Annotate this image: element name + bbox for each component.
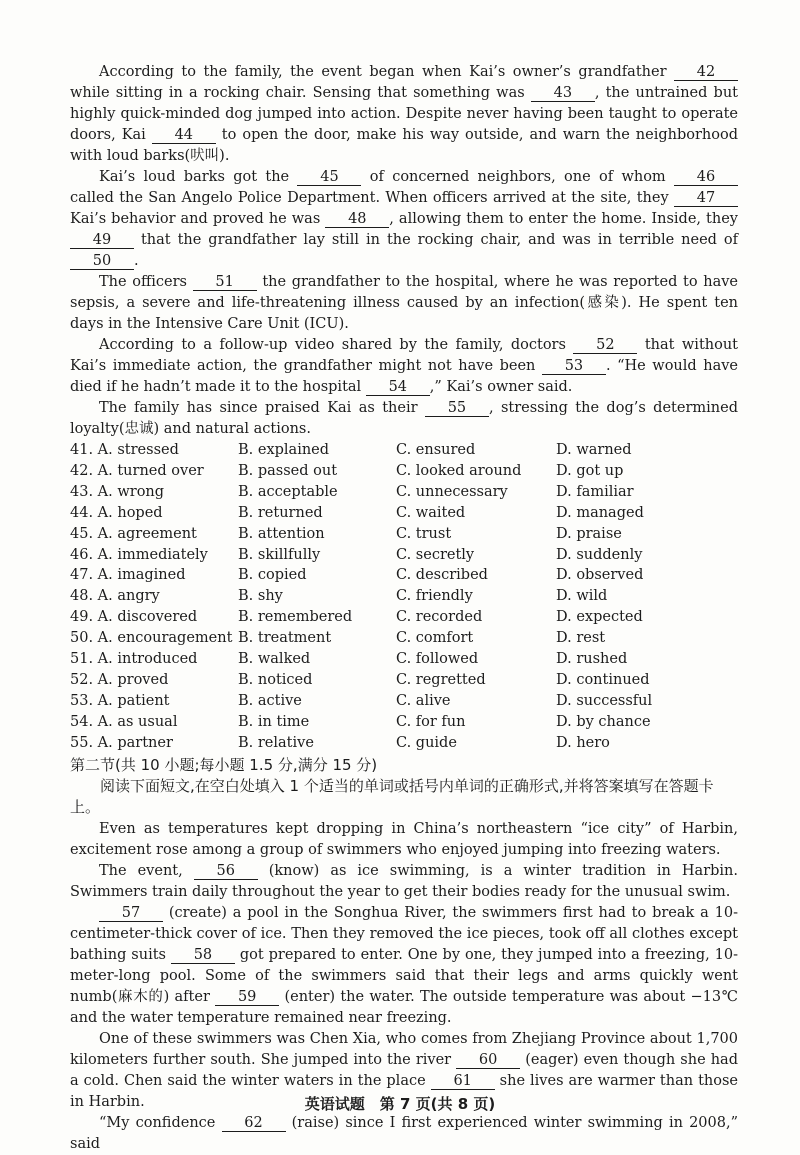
option-d: D. wild [556, 588, 608, 605]
option-row [70, 670, 738, 691]
option-a: 46. A. immediately [70, 546, 208, 563]
blank-43: 43 [531, 85, 595, 102]
answer-options [70, 440, 738, 754]
blank-56: 56 [194, 863, 258, 880]
option-d: D. familiar [556, 483, 634, 500]
option-b: B. in time [238, 713, 310, 730]
option-c: C. alive [396, 692, 451, 709]
option-a: 53. A. patient [70, 692, 170, 709]
text: got prepared to enter. One by one, they jumped into a freezing, 10-meter-long pool. Some of the swimmers said that their legs and arms quickly went numb(麻木的) after [70, 946, 738, 1005]
option-b: B. passed out [238, 462, 338, 479]
option-b: B. returned [238, 504, 323, 521]
blank-61: 61 [431, 1073, 495, 1090]
option-a: 45. A. agreement [70, 525, 197, 542]
blank-44: 44 [152, 127, 216, 144]
passage-paragraph-4 [70, 335, 738, 398]
blank-42: 42 [674, 64, 738, 81]
blank-57: 57 [99, 905, 163, 922]
option-b: B. treatment [238, 630, 332, 647]
option-d: D. got up [556, 462, 624, 479]
option-c: C. for fun [396, 713, 466, 730]
blank-53: 53 [542, 358, 606, 375]
text: of concerned neighbors, one of whom [361, 169, 674, 185]
blank-47: 47 [674, 190, 738, 207]
option-b: B. copied [238, 567, 307, 584]
option-b: B. relative [238, 734, 314, 751]
option-row [70, 586, 738, 607]
blank-45: 45 [297, 169, 361, 186]
text: she lives are warmer than those in Harbin. [70, 1072, 738, 1110]
text: According to the family, the event began when Kai’s owner’s grandfather [99, 64, 674, 80]
option-c: C. comfort [396, 630, 474, 647]
option-d: D. praise [556, 525, 622, 542]
blank-60: 60 [456, 1052, 520, 1069]
option-row [70, 628, 738, 649]
option-a: 48. A. angry [70, 588, 160, 605]
option-b: B. skillfully [238, 546, 321, 563]
option-b: B. explained [238, 442, 330, 458]
text: called the San Angelo Police Department. When officers arrived at the site, they [70, 190, 674, 206]
option-d: D. managed [556, 504, 644, 521]
option-c: C. friendly [396, 588, 473, 605]
blank-50: 50 [70, 253, 134, 270]
blank-54: 54 [366, 379, 430, 396]
passage-paragraph-3 [70, 272, 738, 335]
section-instruction: 阅读下面短文,在空白处填入 1 个适当的单词或括号内单词的正确形式,并将答案填写在答题卡上。 [70, 776, 714, 817]
text: that without Kai’s immediate action, the grandfather might not have been [70, 337, 738, 374]
option-row [70, 545, 738, 566]
option-a: 54. A. as usual [70, 713, 178, 730]
option-c: C. waited [396, 504, 466, 521]
option-c: C. described [396, 567, 488, 584]
passage-paragraph-2 [70, 167, 738, 272]
option-c: C. unnecessary [396, 483, 508, 500]
text: Kai’s behavior and proved he was [70, 211, 326, 227]
option-d: D. rushed [556, 651, 628, 668]
text: , stressing the dog’s determined loyalty(忠诚) and natural actions. [70, 400, 738, 437]
text: to open the door, make his way outside, and warn the neighborhood with loud barks(吠叫). [70, 127, 738, 164]
blank-46: 46 [674, 169, 738, 186]
text: while sitting in a rocking chair. Sensing that something was [70, 85, 531, 101]
text: “My confidence [99, 1114, 222, 1131]
text: The event, [99, 862, 194, 879]
option-a: 55. A. partner [70, 734, 173, 751]
option-d: D. continued [556, 671, 650, 688]
option-c: C. ensured [396, 442, 476, 458]
option-c: C. guide [396, 734, 457, 751]
option-c: C. looked around [396, 462, 522, 479]
option-row [70, 461, 738, 482]
option-row [70, 482, 738, 503]
text: the grandfather to the hospital, where he was reported to have sepsis, a severe and life-threatening illness caused by an infection(感染). He spent ten days in the Intensive Care Unit (ICU). [70, 274, 738, 332]
blank-55: 55 [425, 400, 489, 417]
option-row [70, 712, 738, 733]
text: , allowing them to enter the home. Inside, they [389, 211, 738, 227]
text: The officers [99, 274, 193, 290]
section-heading: 第二节(共 10 小题;每小题 1.5 分,满分 15 分) [70, 755, 378, 774]
page-footer: 英语试题 第 7 页(共 8 页) [304, 1095, 496, 1113]
text: The family has since praised Kai as their [99, 400, 425, 416]
option-a: 44. A. hoped [70, 504, 163, 521]
option-b: B. acceptable [238, 483, 338, 500]
blank-51: 51 [193, 274, 257, 291]
blank-52: 52 [573, 337, 637, 354]
blank-49: 49 [70, 232, 134, 249]
option-d: D. warned [556, 442, 632, 458]
text: According to a follow-up video shared by the family, doctors [99, 337, 574, 353]
option-a: 51. A. introduced [70, 651, 198, 668]
option-c: C. followed [396, 651, 479, 668]
option-a: 47. A. imagined [70, 567, 186, 584]
option-b: B. active [238, 692, 302, 709]
text: (raise) since I first experienced winter swimming in 2008,” said [70, 1114, 738, 1152]
option-row [70, 565, 738, 586]
text: , the untrained but highly quick-minded dog jumped into action. Despite never having been taught to operate doors, Kai [70, 85, 738, 143]
option-row [70, 440, 738, 461]
option-c: C. recorded [396, 609, 483, 626]
blank-62: 62 [222, 1115, 286, 1132]
option-c: C. trust [396, 525, 452, 542]
option-b: B. remembered [238, 609, 353, 626]
option-b: B. noticed [238, 671, 313, 688]
passage2-paragraph-3 [70, 903, 738, 1029]
text: . [134, 253, 139, 269]
option-row [70, 607, 738, 628]
text: Kai’s loud barks got the [99, 169, 298, 185]
text: (enter) the water. The outside temperature was about −13℃ and the water temperature remained near freezing. [70, 988, 739, 1026]
text: ,” Kai’s owner said. [429, 379, 573, 395]
text: . “He would have died if he hadn’t made it to the hospital [70, 358, 739, 395]
option-b: B. shy [238, 588, 283, 605]
option-a: 52. A. proved [70, 671, 169, 688]
option-a: 50. A. encouragement [70, 630, 233, 647]
blank-58: 58 [171, 947, 235, 964]
option-b: B. walked [238, 651, 311, 668]
option-b: B. attention [238, 525, 325, 542]
option-d: D. successful [556, 692, 653, 709]
option-d: D. by chance [556, 713, 651, 730]
passage2-paragraph-5 [70, 1113, 738, 1155]
passage-paragraph-1 [70, 62, 738, 167]
text: that the grandfather lay still in the rocking chair, and was in terrible need of [134, 232, 738, 248]
option-d: D. rest [556, 630, 606, 647]
text: (create) a pool in the Songhua River, the swimmers first had to break a 10-centimeter-thick cover of ice. Then they removed the ice pieces, took off all clothes except bathing suits [70, 904, 738, 963]
option-a: 49. A. discovered [70, 609, 198, 626]
option-c: C. regretted [396, 671, 486, 688]
option-row [70, 524, 738, 545]
option-d: D. observed [556, 567, 644, 584]
blank-48: 48 [325, 211, 389, 228]
passage2-paragraph-1: Even as temperatures kept dropping in China’s northeastern “ice city” of Harbin, excitement rose among a group of swimmers who enjoyed jumping into freezing waters. [70, 820, 738, 858]
option-d: D. hero [556, 734, 610, 751]
option-row [70, 691, 738, 712]
option-a: 41. A. stressed [70, 442, 179, 458]
blank-59: 59 [215, 989, 279, 1006]
option-a: 42. A. turned over [70, 462, 204, 479]
option-row [70, 503, 738, 524]
option-c: C. secretly [396, 546, 475, 563]
text: One of these swimmers was Chen Xia, who comes from Zhejiang Province about 1,700 kilometers further south. She jumped into the river [70, 1030, 738, 1068]
passage-paragraph-5 [70, 398, 738, 440]
passage2-paragraph-2 [70, 861, 738, 903]
option-d: D. suddenly [556, 546, 643, 563]
option-row [70, 733, 738, 754]
cloze-passage [70, 62, 738, 440]
option-row [70, 649, 738, 670]
option-d: D. expected [556, 609, 643, 626]
text: (know) as ice swimming, is a winter tradition in Harbin. Swimmers train daily throughout the year to get their bodies ready for the unusual swim. [70, 862, 738, 900]
text: (eager) even though she had a cold. Chen said the winter waters in the place [70, 1051, 738, 1089]
option-a: 43. A. wrong [70, 483, 165, 500]
